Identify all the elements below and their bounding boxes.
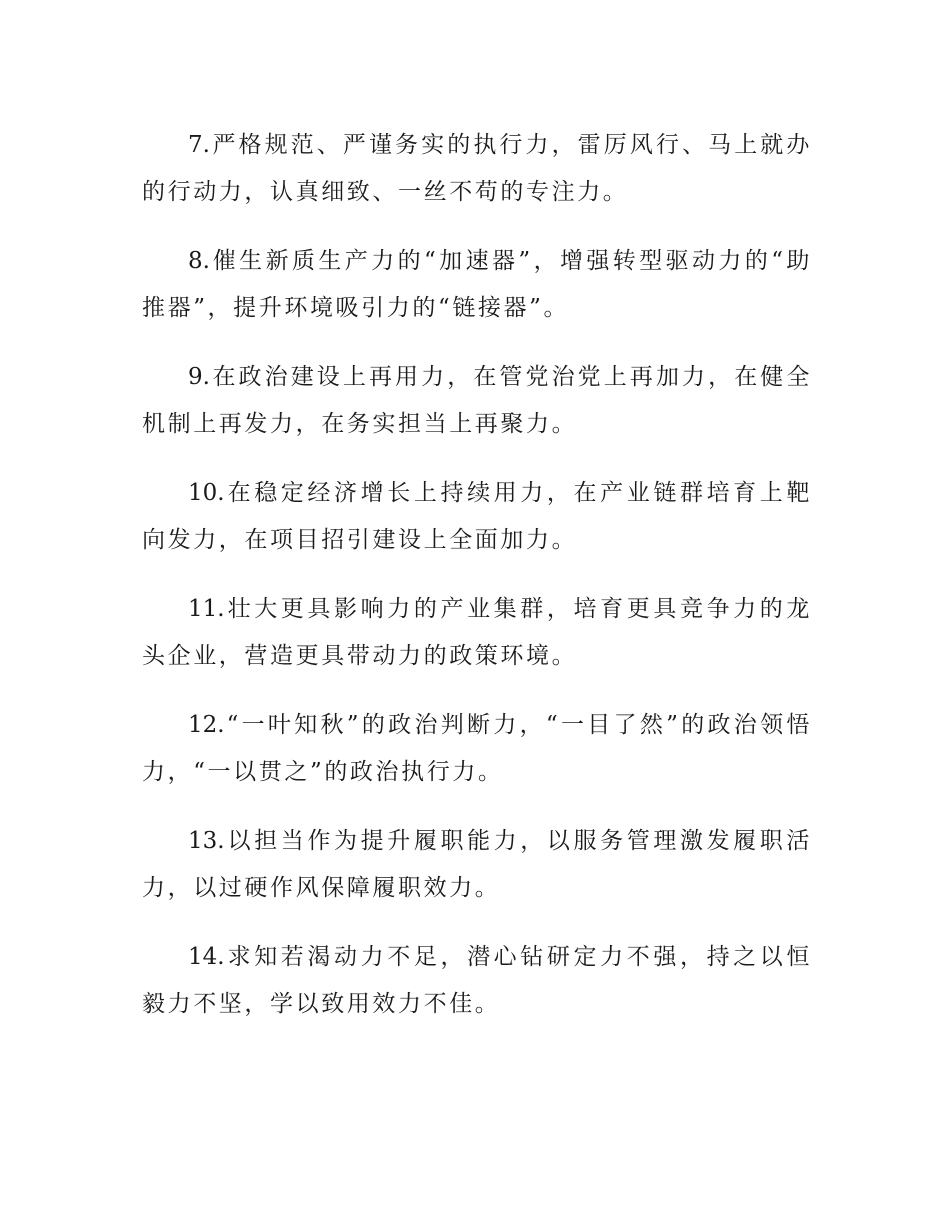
paragraph-text: 求知若渴动力不足，潜心钻研定力不强，持之以恒毅力不坚，学以致用效力不佳。 <box>142 944 812 1017</box>
paragraph-11 <box>142 586 812 680</box>
paragraph-number: 13. <box>188 828 225 854</box>
paragraph-number: 11. <box>188 596 225 622</box>
paragraph-number: 14. <box>188 944 225 970</box>
paragraph-9 <box>142 354 812 448</box>
paragraph-text: 在政治建设上再用力，在管党治党上再加力，在健全机制上再发力，在务实担当上再聚力。 <box>142 364 812 437</box>
paragraph-text: “一叶知秋”的政治判断力，“一目了然”的政治领悟力，“一以贯之”的政治执行力。 <box>142 712 812 785</box>
paragraph-number: 7. <box>188 132 210 158</box>
paragraph-number: 9. <box>188 364 210 390</box>
paragraph-text: 在稳定经济增长上持续用力，在产业链群培育上靶向发力，在项目招引建设上全面加力。 <box>142 480 812 553</box>
paragraph-12 <box>142 702 812 796</box>
paragraph-text: 严格规范、严谨务实的执行力，雷厉风行、马上就办的行动力，认真细致、一丝不苟的专注力。 <box>142 132 812 205</box>
paragraph-number: 12. <box>188 712 225 738</box>
paragraph-10 <box>142 470 812 564</box>
paragraph-8 <box>142 238 812 332</box>
paragraph-text: 以担当作为提升履职能力，以服务管理激发履职活力，以过硬作风保障履职效力。 <box>142 828 812 901</box>
paragraph-14 <box>142 934 812 1028</box>
paragraph-number: 8. <box>188 248 210 274</box>
document-body <box>142 122 812 1050</box>
paragraph-text: 催生新质生产力的“加速器”，增强转型驱动力的“助推器”，提升环境吸引力的“链接器”。 <box>142 248 812 321</box>
paragraph-7 <box>142 122 812 216</box>
paragraph-13 <box>142 818 812 912</box>
paragraph-text: 壮大更具影响力的产业集群，培育更具竞争力的龙头企业，营造更具带动力的政策环境。 <box>142 596 812 669</box>
paragraph-number: 10. <box>188 480 225 506</box>
